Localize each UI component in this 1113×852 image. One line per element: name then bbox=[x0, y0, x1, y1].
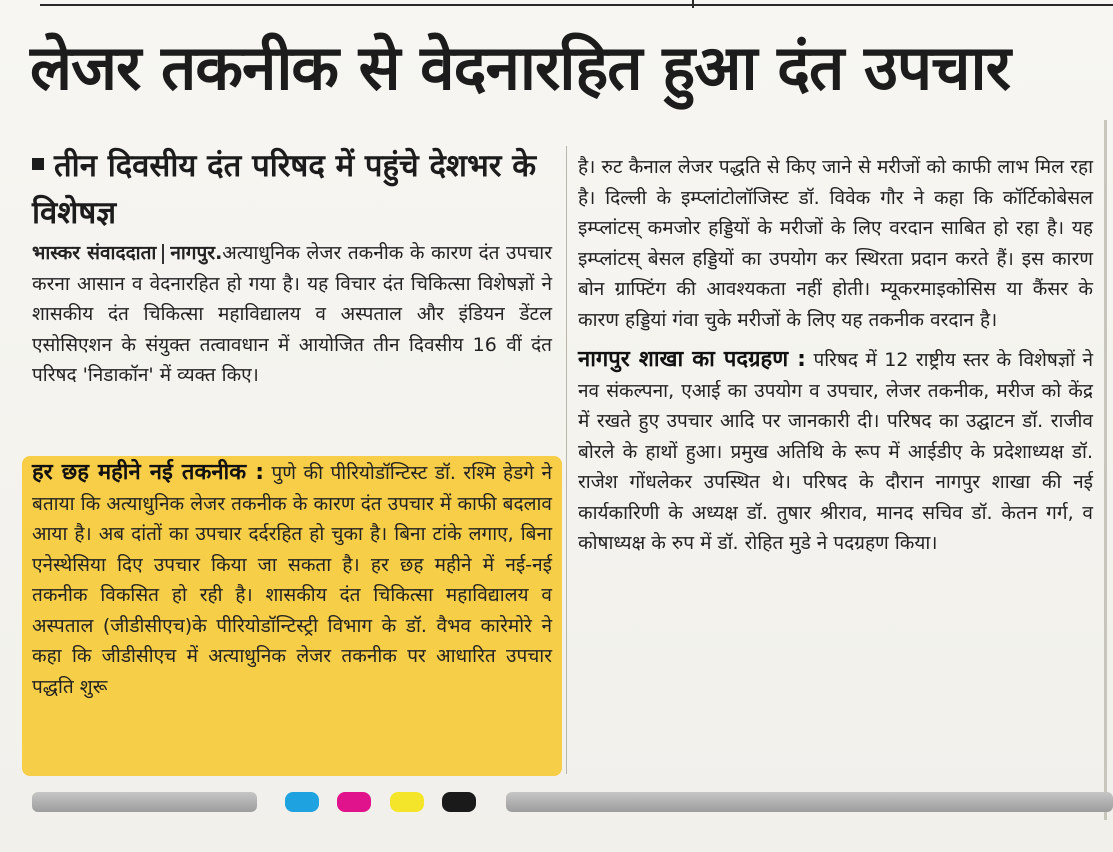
section-1-text: पुणे की पीरियोडॉन्टिस्ट डॉ. रश्मि हेडगे ने बताया कि अत्याधुनिक लेजर तकनीक के कारण दंत उपचार में काफी बदलाव आया है। अब दांतों का उपचार दर्दरहित हो चुका है। बिना टांके लगाए, बिना एनेस्थेसिया दिए उपचार किया जा सकता है। हर छह महीने में नई-नई तकनीक विकसित हो रही है। शासकीय दंत चिकित्सा महाविद्यालय व अस्पताल (जीडीसीएच)के पीरियोडॉन्टिस्ट्री विभाग के डॉ. वैभव कारेमोरे ने कहा कि जीडीसीएच में अत्याधुनिक लेजर तकनीक पर आधारित उपचार पद्धति शुरू bbox=[32, 462, 552, 698]
registration-bar-left bbox=[32, 792, 257, 812]
right-column-text: है। रुट कैनाल लेजर पद्धति से किए जाने से मरीजों को काफी लाभ मिल रहा है। दिल्ली के इम्प्लांटोलॉजिस्ट डॉ. विवेक गौर ने कहा कि कॉर्टिकोबेसल इम्प्लांटस् कमजोर हड्डियों के मरीजों के लिए वरदान साबित हो रहा है। यह इम्प्लांटस् बेसल हड्डियों का उपयोग कर स्थिरता प्रदान करते हैं। इस कारण बोन ग्राफ्टिंग की आवश्यकता नहीं होती। म्यूकरमाइकोसिस या कैंसर के कारण हड्डियां गंवा चुके मरीजों के लिए यह तकनीक वरदान है। bbox=[578, 156, 1093, 331]
column-divider bbox=[566, 146, 567, 774]
section-1-paragraph bbox=[32, 458, 552, 702]
registration-bar-right bbox=[506, 792, 1113, 812]
subhead bbox=[32, 143, 562, 237]
section-2-heading: नागपुर शाखा का पदग्रहण : bbox=[578, 347, 806, 372]
bullet-square-icon bbox=[32, 158, 44, 170]
magenta-swatch bbox=[337, 792, 371, 812]
section-1-heading: हर छह महीने नई तकनीक : bbox=[32, 460, 265, 485]
byline-reporter: भास्कर संवाददाता bbox=[32, 242, 157, 264]
section-2-paragraph bbox=[578, 345, 1093, 559]
page-edge-rule bbox=[1104, 120, 1107, 820]
byline-city: नागपुर. bbox=[170, 242, 223, 264]
byline-separator bbox=[162, 244, 164, 264]
intro-text: अत्याधुनिक लेजर तकनीक के कारण दंत उपचार करना आसान व वेदनारहित हो गया है। यह विचार दंत चिकित्सा विशेषज्ञों ने शासकीय दंत चिकित्सा महाविद्यालय व अस्पताल और इंडियन डेंटल एसोसिएशन के संयुक्त तत्वावधान में आयोजित तीन दिवसीय 16 वीं दंत परिषद 'निडाकॉन' में व्यक्त किए। bbox=[32, 242, 552, 386]
headline: लेजर तकनीक से वेदनारहित हुआ दंत उपचार bbox=[30, 31, 1010, 104]
yellow-swatch bbox=[390, 792, 424, 812]
intro-paragraph bbox=[32, 238, 552, 391]
black-swatch bbox=[442, 792, 476, 812]
subhead-text: तीन दिवसीय दंत परिषद में पहुंचे देशभर के विशेषज्ञ bbox=[32, 148, 537, 231]
top-rule-mark bbox=[692, 0, 694, 8]
section-2-text: परिषद में 12 राष्ट्रीय स्तर के विशेषज्ञों ने नव संकल्पना, एआई का उपयोग व उपचार, लेजर तकनीक, मरीज को केंद्र में रखते हुए उपचार आदि पर जानकारी दी। परिषद का उद्घाटन डॉ. राजीव बोरले के हाथों हुआ। प्रमुख अतिथि के रूप में आईडीए के प्रदेशाध्यक्ष डॉ. राजेश गोंधलेकर उपस्थित थे। परिषद के दौरान नागपुर शाखा की नई कार्यकारिणी के अध्यक्ष डॉ. तुषार श्रीराव, मानद सचिव डॉ. केतन गर्ग, व कोषाध्यक्ष के रुप में डॉ. रोहित मुडे ने पदग्रहण किया। bbox=[578, 349, 1094, 554]
right-column bbox=[578, 152, 1093, 559]
top-rule bbox=[40, 0, 1113, 6]
cyan-swatch bbox=[285, 792, 319, 812]
